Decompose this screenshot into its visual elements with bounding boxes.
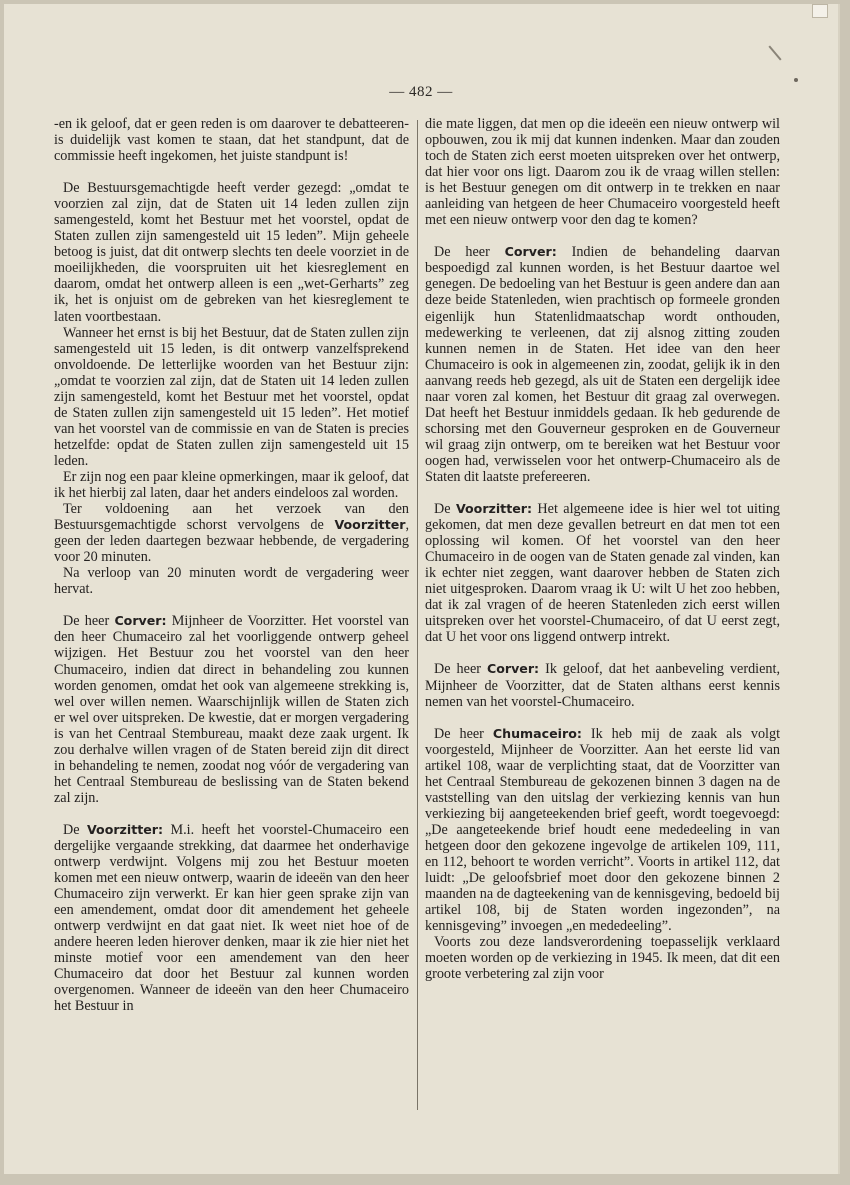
speaker-name: Voorzitter: [455,501,533,517]
paragraph: Ter voldoening aan het verzoek van den Bestuursgemachtigde schorst vervolgens de Voorzitter, geen der leden daartegen bezwaar hebbende, de vergadering voor 20 minuten. [54,501,410,566]
speaker-name: Corver: [114,613,167,629]
speaker-name: Voorzitter [334,517,406,533]
paragraph: De heer Corver: Indien de behandeling daarvan bespoedigd zal kunnen worden, is het Bestuur daartoe wel genegen. De bedoeling van het Bestuur is geen andere dan aan deze beide Statenleden, wien prachtisch op formeele gronden eigenlijk hun Statenlidmaatschap wordt onthouden, medewerking te verleenen, dat zij alsnog zitting zouden kunnen nemen in de Staten. Het idee van den heer Chumaceiro is ook in algemeenen zin, zoodat, gelijk ik in den aanvang reeds heb gezegd, als uit de Staten een dergelijk idee naar voren zal komen, het Bestuur dit graag zal overwegen. Dat heeft het Bestuur inmiddels gedaan. Ik heb gedurende de schorsing met den Gouverneur gesproken en de Gouverneur wil graag zijn ontwerp, om te bereiken wat het Bestuur voor oogen had, verwisselen voor het ontwerp-Chumaceiro als de Staten dit laatste prefereeren. [425,244,780,485]
document-page [4,4,840,1174]
column-divider [417,120,418,1110]
pencil-dot [794,78,798,82]
speaker-name: Corver: [486,661,540,677]
paragraph: Er zijn nog een paar kleine opmerkingen, maar ik geloof, dat ik het hierbij zal laten, daar het anders eindeloos zal worden. [54,468,409,502]
pencil-mark [768,45,781,60]
speaker-name: Voorzitter: [86,821,164,837]
paragraph: -en ik geloof, dat er geen reden is om daarover te debatteeren- is duidelijk vast komen te staan, dat het standpunt, dat de commissie heeft ingekomen, het juiste standpunt is! [54,116,409,165]
paragraph: De heer Corver: Ik geloof, dat het aanbeveling verdient, Mijnheer de Voorzitter, dat de Staten althans eerst kennis nemen van het voorstel-Chumaceiro. [425,661,780,710]
corner-mark [812,4,828,18]
paragraph: De heer Chumaceiro: Ik heb mij de zaak als volgt voorgesteld, Mijnheer de Voorzitter. Aan het eerste lid van artikel 108, waar de verplichting staat, dat de Voorzitter van het Centraal Stembureau de gekozenen binnen 3 dagen na de vaststelling van den uitslag der verkiezing kennis van hun verkiezing bij aangeteekenden brief geeft, wordt toegevoegd: „De aangeteekende brief houdt eene mededeeling in van hetgeen door den gekozene ingevolge de artikelen 109, 111, en 112, behoort te worden verricht”. Voorts in artikel 112, dat luidt: „De geloofsbrief moet door den gekozene binnen 2 maanden na de dagteekening van de kennisgeving, bedoeld bij artikel 108, bij de Staten worden ingezonden”, na kennisgeving” invoegen „en mededeeling”. [425,725,781,935]
speaker-name: Corver: [504,244,557,260]
paragraph: De Voorzitter: Het algemeene idee is hier wel tot uiting gekomen, dat men deze gevallen betreurt en dat men tot een oplossing wil komen. Of het voorstel van den heer Chumaceiro in de oogen van de Staten genade zal vinden, kan ik echter niet zeggen, want daarover hebben de Staten zich niet uitgesproken. Daarom vraag ik U: wilt U het zoo hebben, dat ik zal vragen of de heeren Statenleden zich eerst willen uitspreken over het voorstel-Chumaceiro, of dat U eerst zegt, dat U het voor ons liggend ontwerp intrekt. [425,501,781,646]
paragraph: die mate liggen, dat men op die ideeën een nieuw ontwerp wil opbouwen, zou ik mij dat kunnen indenken. Maar dan zouden toch de Staten zich eerst moeten uitspreken over het ontwerp, dat hier voor ons ligt. Daarom zou ik de vraag willen stellen: is het Bestuur genegen om dit ontwerp in te trekken en naar aanleiding van hetgeen de heer Chumaceiro voorgesteld heeft met een nieuw ontwerp voor den dag te komen? [425,116,780,229]
paragraph: Wanneer het ernst is bij het Bestuur, dat de Staten zullen zijn samengesteld uit 15 leden, is dit ontwerp vanzelfsprekend onvoldoende. De letterlijke woorden van het Bestuur zijn: „omdat te voorzien zal zijn, dat de Staten uit 14 leden zullen zijn samengesteld, komt het Bestuur met het voorstel, opdat de Staten zullen zijn samengesteld uit 15 leden”. Het motief van het voorstel van de commissie en van de Staten is precies hetzelfde: opdat de Staten zullen zijn samengesteld uit 15 leden. [54,324,409,469]
right-column [425,116,780,982]
paragraph: Voorts zou deze landsverordening toepasselijk verklaard moeten worden op de verkiezing in 1945. Ik meen, dat dit een groote verbetering zal zijn voor [425,934,780,983]
left-column [54,116,409,1014]
paragraph: Na verloop van 20 minuten wordt de vergadering weer hervat. [54,565,409,598]
paragraph: De Bestuursgemachtigde heeft verder gezegd: „omdat te voorzien zal zijn, dat de Staten uit 14 leden zullen zijn samengesteld, komt het Bestuur met het voorstel, opdat de Staten zullen zijn samengesteld uit 15 leden”. Mijn geheele betoog is juist, dat dit ontwerp slechts ten deele voorziet in de moeilijkheden, die voorspruiten uit het kiesreglement en daarom, omdat het ontwerp alleen is een „wet-Gerharts” zeg ik, het is onjuist om de gebreken van het kiesreglement te laten voortbestaan. [54,180,409,325]
paragraph: De heer Corver: Mijnheer de Voorzitter. Het voorstel van den heer Chumaceiro zal het voorliggende ontwerp geheel wijzigen. Het Bestuur zou het voorstel van den heer Chumaceiro, indien dat direct in behandeling zou kunnen worden genomen, omdat het ook van algemeene strekking is, wel over willen nemen. Waarschijnlijk willen de Staten zich er wel over uitspreken. De kwestie, dat er morgen vergadering is van het Centraal Stembureau, maakt deze zaak urgent. Ik zou derhalve willen vragen of de Staten bereid zijn dit direct in behandeling te nemen, zoodat nog vóór de vergadering van het Centraal Stembureau de beslissing van de Staten bekend zal zijn. [54,613,409,806]
paragraph: De Voorzitter: M.i. heeft het voorstel-Chumaceiro een dergelijke vergaande strekking, dat daarmee het onderhavige ontwerp verdwijnt. Volgens mij zou het Bestuur moeten komen met een nieuw ontwerp, waarin de ideeën van den heer Chumaceiro zijn verwerkt. Er kan hier geen sprake zijn van een amendement, omdat door dit amendement het geheele ontwerp verdwijnt en dat gaat niet. Ik weet niet hoe of de andere heeren leden hierover denken, maar ik zie hier niet het minste motief voor een amendement van den heer Chumaceiro dat door het Bestuur zal kunnen worden overgenomen. Wanneer de ideeën van den heer Chumaceiro het Bestuur in [54,821,410,1015]
speaker-name: Chumaceiro: [492,725,582,741]
page-number: — 482 — [389,84,453,100]
